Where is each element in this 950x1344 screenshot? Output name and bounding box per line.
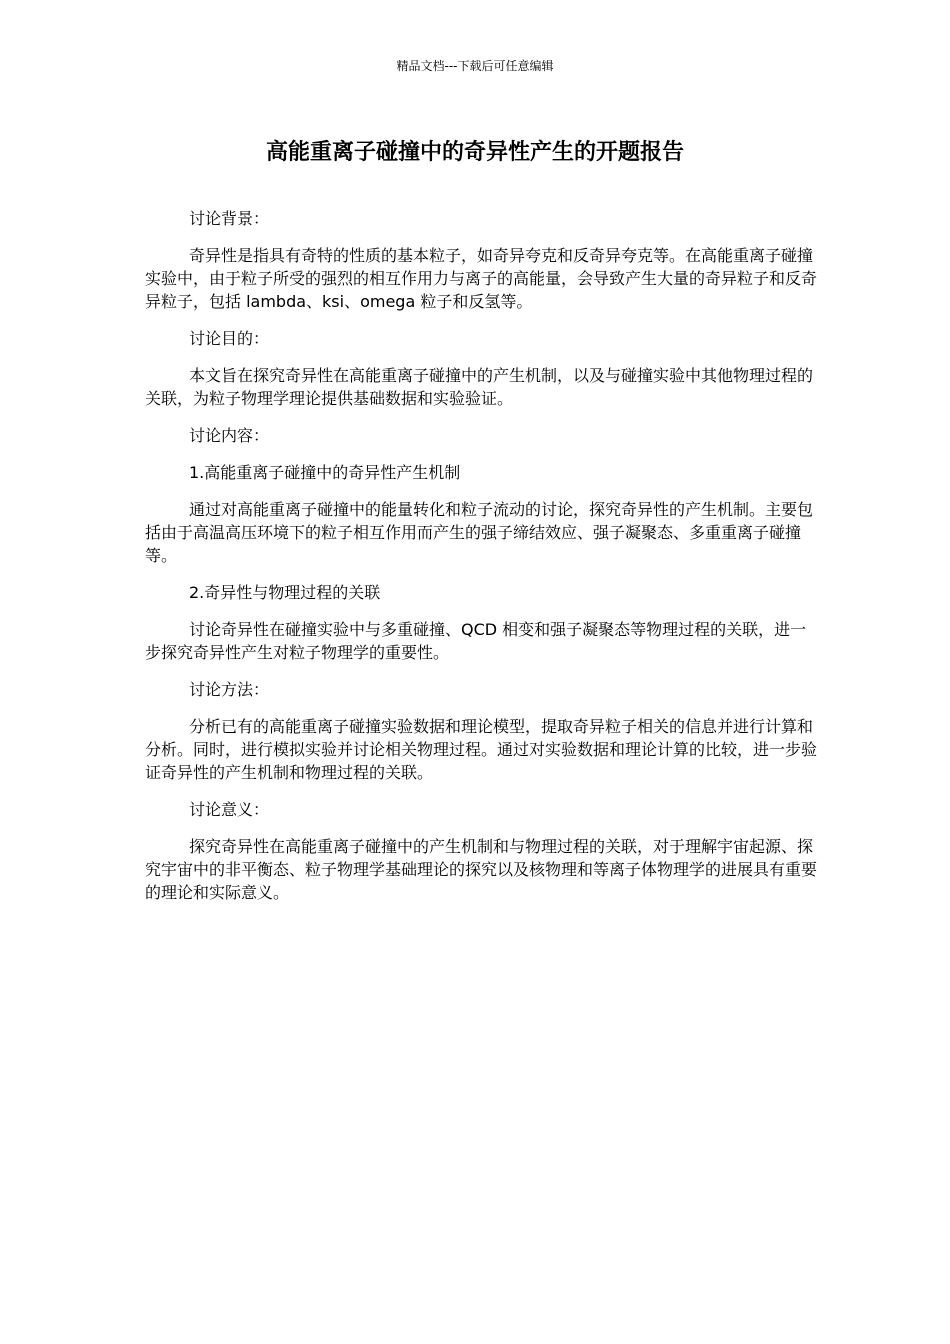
section-heading-content: 讨论内容：: [189, 426, 270, 445]
section-heading-method: 讨论方法：: [189, 680, 270, 699]
section-heading-background: 讨论背景：: [189, 209, 270, 228]
paragraph-purpose: 本文旨在探究奇异性在高能重离子碰撞中的产生机制，以及与碰撞实验中其他物理过程的关联，为粒子物理学理论提供基础数据和实验验证。: [145, 366, 814, 408]
page-title: 高能重离子碰撞中的奇异性产生的开题报告: [265, 140, 684, 165]
subheading-correlation: 2.奇异性与物理过程的关联: [189, 583, 381, 602]
document-body: [145, 207, 817, 918]
paragraph-significance: 探究奇异性在高能重离子碰撞中的产生机制和与物理过程的关联，对于理解宇宙起源、探究宇宙中的非平衡态、粒子物理学基础理论的探究以及核物理和等离子体物理学的进展具有重要的理论和实际意义。: [145, 837, 818, 902]
subheading-mechanism: 1.高能重离子碰撞中的奇异性产生机制: [189, 463, 461, 482]
paragraph-mechanism: 通过对高能重离子碰撞中的能量转化和粒子流动的讨论，探究奇异性的产生机制。主要包括由于高温高压环境下的粒子相互作用而产生的强子缔结效应、强子凝聚态、多重重离子碰撞等。: [145, 500, 814, 565]
paragraph-background: 奇异性是指具有奇特的性质的基本粒子，如奇异夸克和反奇异夸克等。在高能重离子碰撞实验中，由于粒子所受的强烈的相互作用力与离子的高能量，会导致产生大量的奇异粒子和反奇异粒子，包括 lambda、ksi、omega 粒子和反氢等。: [145, 246, 818, 311]
paragraph-correlation: 讨论奇异性在碰撞实验中与多重碰撞、QCD 相变和强子凝聚态等物理过程的关联，进一步探究奇异性产生对粒子物理学的重要性。: [145, 620, 807, 662]
header-note: 精品文档---下载后可任意编辑: [396, 59, 554, 73]
section-heading-significance: 讨论意义：: [189, 800, 270, 819]
paragraph-method: 分析已有的高能重离子碰撞实验数据和理论模型，提取奇异粒子相关的信息并进行计算和分析。同时，进行模拟实验并讨论相关物理过程。通过对实验数据和理论计算的比较，进一步验证奇异性的产生机制和物理过程的关联。: [145, 717, 818, 782]
section-heading-purpose: 讨论目的：: [189, 329, 270, 348]
